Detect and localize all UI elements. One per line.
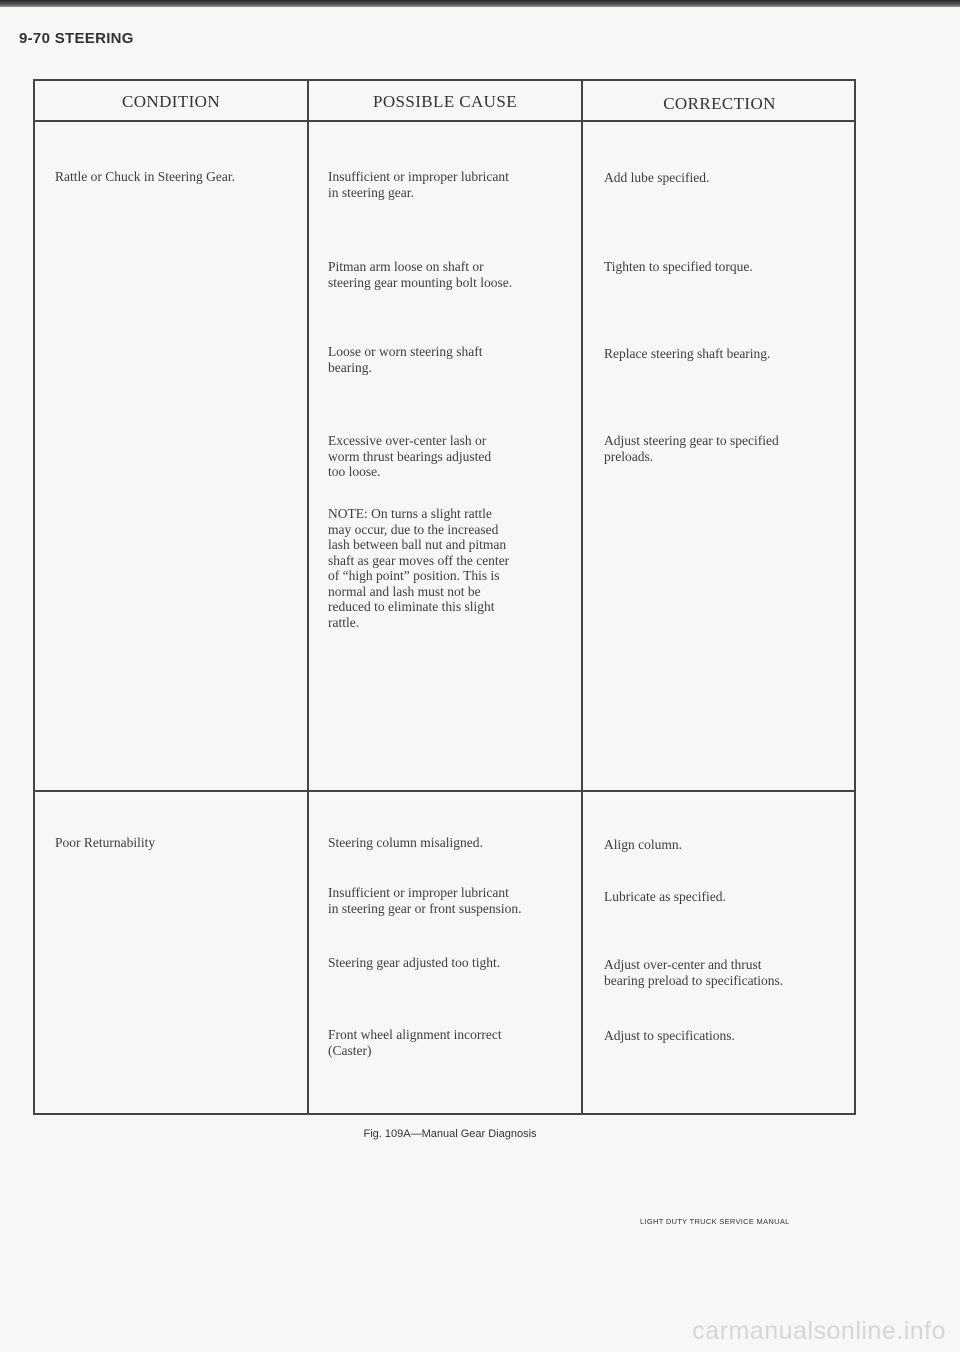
top-rule [0,0,960,7]
cause-cell: Insufficient or improper lubricant in steering gear or front suspension. [328,885,522,916]
condition-cell: Poor Returnability [55,835,156,850]
diagnosis-table [33,79,856,1115]
correction-cell: Align column. [604,837,682,852]
condition-cell: Rattle or Chuck in Steering Gear. [55,169,235,184]
correction-cell: Tighten to specified torque. [604,259,753,274]
page-header: 9-70 STEERING [19,30,134,47]
manual-title: LIGHT DUTY TRUCK SERVICE MANUAL [640,1217,790,1226]
header-divider [35,120,854,122]
cause-cell: Excessive over-center lash or worm thrust bearings adjusted too loose. [328,433,492,479]
figure-caption: Fig. 109A—Manual Gear Diagnosis [363,1128,537,1140]
cause-cell: Pitman arm loose on shaft or steering gear mounting bolt loose. [328,259,513,290]
cause-cell: Front wheel alignment incorrect (Caster) [328,1027,502,1058]
cause-cell: Steering gear adjusted too tight. [328,955,501,970]
correction-cell: Lubricate as specified. [604,889,726,904]
column-divider [307,81,309,1113]
column-divider [581,81,583,1113]
correction-cell: Adjust steering gear to specified preloads. [604,433,779,464]
correction-cell: Replace steering shaft bearing. [604,346,771,361]
header-possible-cause: POSSIBLE CAUSE [373,92,517,111]
cause-cell: Insufficient or improper lubricant in steering gear. [328,169,509,200]
note-cell: NOTE: On turns a slight rattle may occur, due to the increased lash between ball nut and pitman shaft as gear moves off the center of “high point” position. This is normal and lash must not be reduced to eliminate this slight rattle. [328,506,510,630]
header-correction: CORRECTION [663,94,776,113]
header-condition: CONDITION [121,92,221,111]
correction-cell: Adjust to specifications. [604,1028,735,1043]
correction-cell: Adjust over-center and thrust bearing preload to specifications. [604,957,784,988]
cause-cell: Loose or worn steering shaft bearing. [328,344,483,375]
correction-cell: Add lube specified. [604,170,710,185]
cause-cell: Steering column misaligned. [328,835,483,850]
section-divider [35,790,854,792]
watermark: carmanualsonline.info [692,1317,946,1345]
